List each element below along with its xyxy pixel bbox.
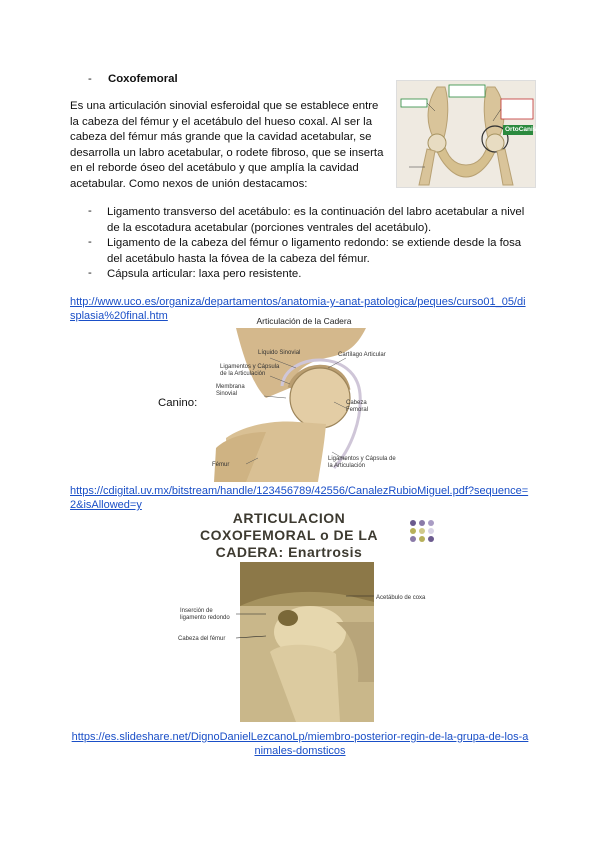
bone-photo — [240, 562, 374, 722]
label-femur: Fémur — [212, 462, 230, 468]
intro-paragraph: Es una articulación sinovial esferoidal que se establece entre la cabeza del fémur y el acetábulo del hueso coxal. Al ser la cabeza del fémur más grande que la cavidad acetabular, se desarrolla un labro acetabular, o rodete fibroso, que se inserta en el reborde óseo del acetábulo y que amplía la cavidad acetabular. Como nexos de unión destacamos: — [70, 100, 384, 190]
decor-dot — [410, 528, 416, 534]
slideshare-link[interactable]: https://es.slideshare.net/DignoDanielLezcanoLp/miembro-posterior-regin-de-la-grupa-de-los-animales-domsticos — [71, 731, 529, 757]
slide-figure — [178, 510, 436, 722]
slide-decoration-dots — [408, 518, 438, 542]
label-liquido-sinovial: Líquido Sinovial — [258, 350, 301, 356]
decor-dot — [410, 536, 416, 542]
decor-dot — [428, 520, 434, 526]
bullet-item-3: Cápsula articular: laxa pero resistente. — [107, 268, 302, 280]
bullet-dash-1: - — [88, 205, 92, 217]
label-insercion: Inserción de ligamento redondo — [180, 608, 230, 621]
bullet-dash-3: - — [88, 267, 92, 279]
decor-dot — [428, 528, 434, 534]
canino-caption: Canino: — [158, 397, 198, 409]
slide-title-line-1: ARTICULACION — [232, 510, 346, 526]
decor-dot — [419, 536, 425, 542]
slide-title-line-3: CADERA: Enartrosis — [215, 544, 363, 560]
decor-dot — [419, 520, 425, 526]
bullet-item-2: Ligamento de la cabeza del fémur o ligamento redondo: se extiende desde la fosa del acetábulo hasta la fóvea de la cabeza del fémur. — [107, 237, 522, 265]
label-cabeza-femoral: Cabeza Femoral — [346, 400, 369, 413]
decor-dot — [419, 528, 425, 534]
label-acetabulo: Acetábulo de coxa — [376, 595, 426, 601]
label-cartilago-articular: Cartílago Articular — [338, 352, 386, 358]
hip-figure-title: Articulación de la Cadera — [256, 316, 352, 326]
ortocanis-logo: OrtoCanis — [505, 126, 537, 133]
pelvis-figure — [396, 80, 536, 188]
decor-dot — [410, 520, 416, 526]
uv-link[interactable]: https://cdigital.uv.mx/bitstream/handle/123456789/42556/CanalezRubioMiguel.pdf?sequence=2&isAllowed=y — [70, 485, 529, 511]
label-ligamentos-capsula-2: Ligamentos y Cápsula de la Articulación — [328, 456, 396, 469]
uco-link[interactable]: http://www.uco.es/organiza/departamentos/anatomia-y-anat-patologica/peques/curso01_05/displasia%20final.htm — [70, 296, 526, 322]
section-dash: - — [88, 73, 92, 85]
bullet-dash-2: - — [88, 236, 92, 248]
label-cabeza-femur: Cabeza del fémur — [178, 636, 226, 642]
pelvis-illustration — [397, 81, 535, 187]
slide-title-line-2: COXOFEMORAL o DE LA — [199, 527, 379, 543]
label-ligamentos-capsula: Ligamentos y Cápsula de la Articulación — [220, 364, 280, 377]
section-heading: Coxofemoral — [108, 73, 178, 85]
label-membrana-sinovial: Membrana Sinovial — [216, 384, 245, 397]
decor-dot — [428, 536, 434, 542]
hip-joint-figure — [206, 316, 402, 482]
bullet-item-1: Ligamento transverso del acetábulo: es la continuación del labro acetabular a nivel de la escotadura acetabular (porciones ventrales del acetábulo). — [107, 206, 525, 234]
